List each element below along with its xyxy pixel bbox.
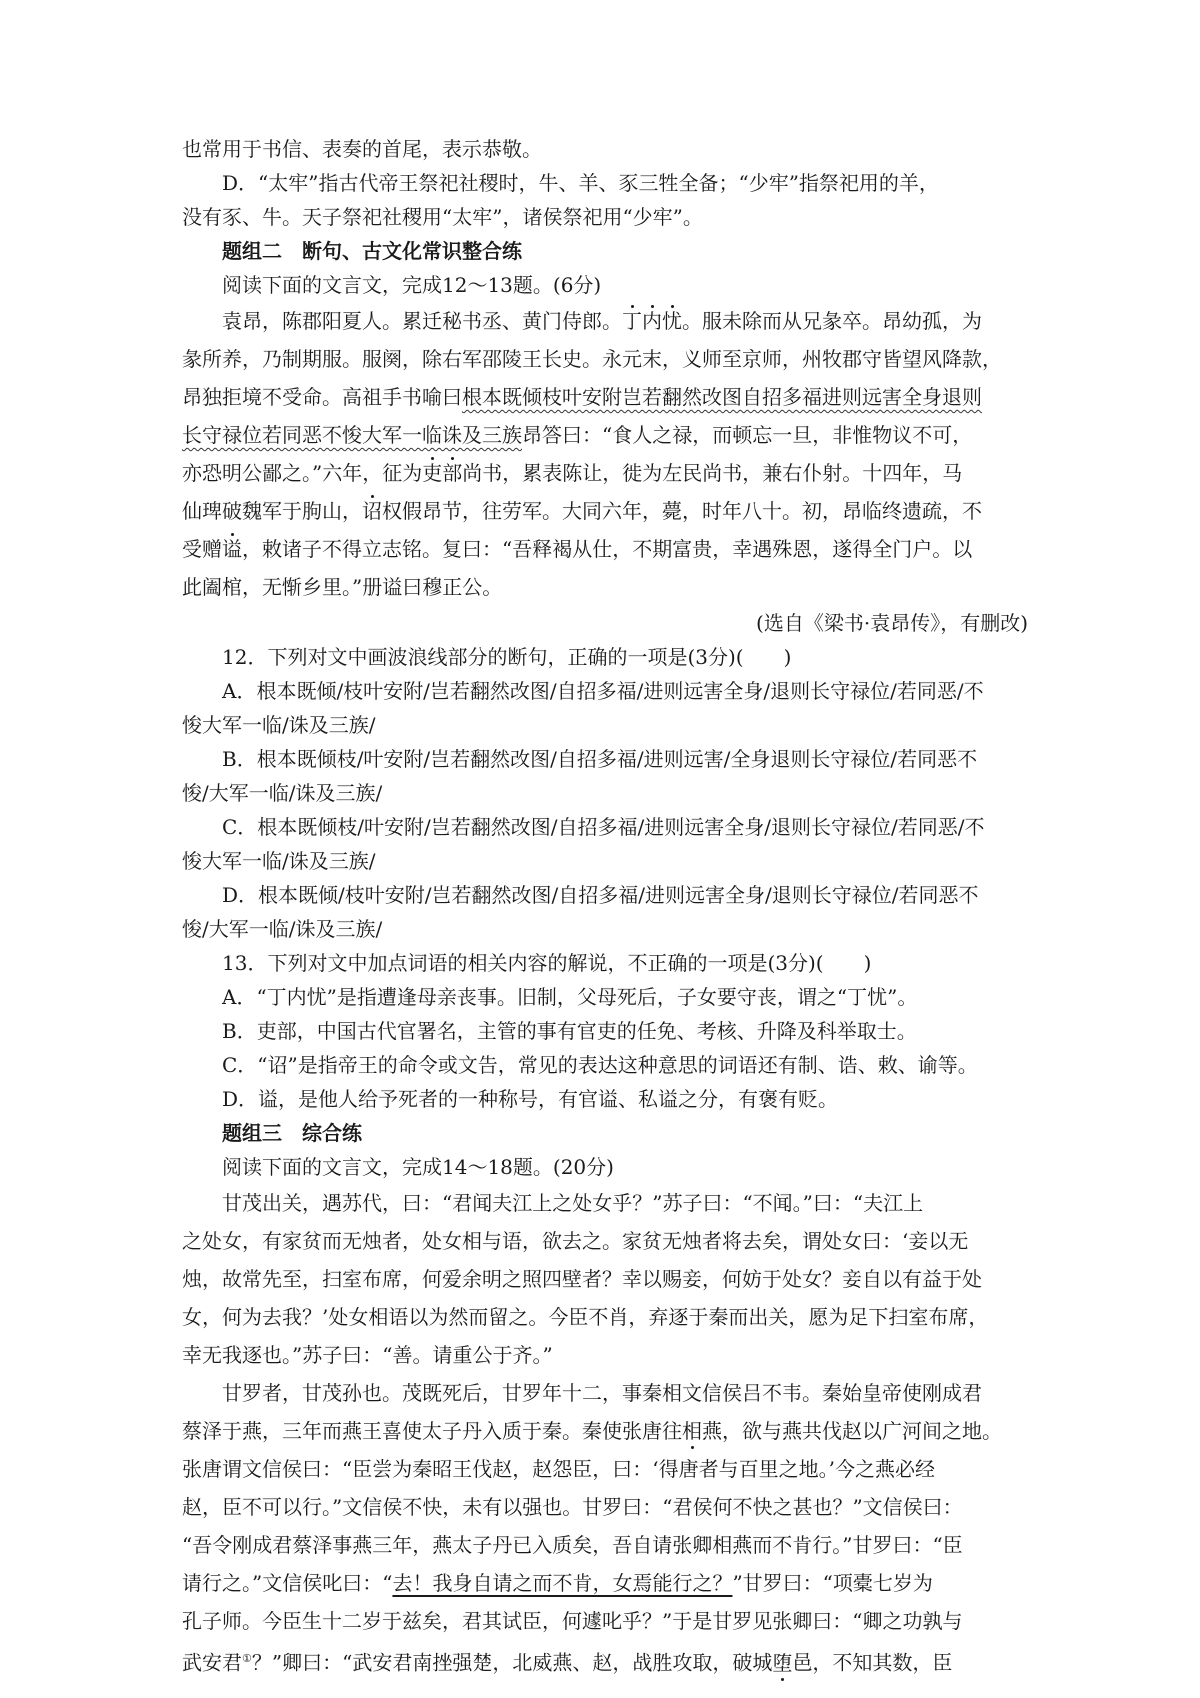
text-line: 受赠谥，敕诸子不得立志铭。复曰：“吾释褐从仕，不期富贵，幸遇殊恩，遂得全门户。以 <box>182 537 973 561</box>
emphasis-dot: 部 <box>442 461 463 485</box>
text-line: 长守禄位若同恶不悛大军一临诛及三族昂答曰：“食人之禄，而顿忘一旦，非惟物议不可， <box>182 423 973 447</box>
text-line: D．“太牢”指古代帝王祭祀社稷时，牛、羊、豕三牲全备；“少牢”指祭祀用的羊， <box>222 171 939 195</box>
option-d: D．根本既倾/枝叶安附/岂若翻然改图/自招多福/进则远害全身/退则长守禄位/若同恶不 <box>222 883 979 907</box>
text-line: 赵，臣不可以行。”文信侯不快，未有以强也。甘罗曰：“君侯何不快之甚也？”文信侯曰： <box>182 1495 963 1519</box>
text-line: 幸无我逐也。”苏子曰：“善。请重公于齐。” <box>182 1343 553 1367</box>
instruction: 阅读下面的文言文，完成12～13题。(6分) <box>222 273 602 297</box>
text-line: 没有豕、牛。天子祭祀社稷用“太牢”，诸侯祭祀用“少牢”。 <box>182 205 703 229</box>
footnote-marker: ① <box>242 1652 252 1665</box>
passage-gan-luo <box>182 1374 1028 1682</box>
option-a-cont: 悛大军一临/诛及三族/ <box>182 713 376 737</box>
section-heading: 题组二 断句、古文化常识整合练 <box>222 239 522 263</box>
text-line: 甘罗者，甘茂孙也。茂既死后，甘罗年十二，事秦相文信侯吕不韦。秦始皇帝使刚成君 <box>222 1381 982 1405</box>
text-line: 此阖棺，无惭乡里。”册谥曰穆正公。 <box>182 575 503 599</box>
text-line: 仙琕破魏军于朐山，诏权假昂节，往劳军。大同六年，薨，时年八十。初，昂临终遗疏，不 <box>182 499 982 523</box>
text-line: 也常用于书信、表奏的首尾，表示恭敬。 <box>182 137 542 161</box>
text-line: 甘茂出关，遇苏代，曰：“君闻夫江上之处女乎？”苏子曰：“不闻。”曰：“夫江上 <box>222 1191 924 1215</box>
option-b-cont: 悛/大军一临/诛及三族/ <box>182 781 383 805</box>
emphasis-dot: 丁 <box>622 309 642 333</box>
question-12 <box>182 640 1028 946</box>
emphasis-dot: 内 <box>642 309 662 333</box>
text-line: 亦恐明公鄙之。”六年，征为吏部尚书，累表陈让，徙为左民尚书，兼右仆射。十四年，马 <box>182 461 963 485</box>
text-line: 烛，故常先至，扫室布席，何爱余明之照四壁者？幸以赐妾，何妨于处女？妾自以有益于处 <box>182 1267 982 1291</box>
option-a: A．根本既倾/枝叶安附/岂若翻然改图/自招多福/进则远害全身/退则长守禄位/若同恶/不 <box>222 679 984 703</box>
text-line: 袁昂，陈郡阳夏人。累迁秘书丞、黄门侍郎。丁内忧。服未除而从兄彖卒。昂幼孤，为 <box>222 309 982 333</box>
text-line: “吾令刚成君蔡泽事燕三年，燕太子丹已入质矣，吾自请张卿相燕而不肯行。”甘罗曰：“臣 <box>182 1533 963 1557</box>
option-b: B．吏部，中国古代官署名，主管的事有官吏的任免、考核、升降及科举取士。 <box>222 1019 917 1043</box>
text-line: 请行之。”文信侯叱曰：“去！我身自请之而不肯，女焉能行之？”甘罗曰：“项橐七岁为 <box>182 1571 933 1595</box>
emphasis-dot: 诏 <box>362 499 382 523</box>
emphasis-dot: 吏 <box>422 461 443 485</box>
text-line: 蔡泽于燕，三年而燕王喜使太子丹入质于秦。秦使张唐往相燕，欲与燕共伐赵以广河间之地。 <box>182 1419 1002 1443</box>
passage-yuan-ang <box>182 302 1028 640</box>
question-stem: 13．下列对文中加点词语的相关内容的解说，不正确的一项是(3分)( ) <box>222 951 872 975</box>
option-b: B．根本既倾枝/叶安附/岂若翻然改图/自招多福/进则远害/全身退则长守禄位/若同恶不 <box>222 747 978 771</box>
option-c: C．根本既倾枝/叶安附/岂若翻然改图/自招多福/进则远害全身/退则长守禄位/若同恶/不 <box>222 815 985 839</box>
option-c: C．“诏”是指帝王的命令或文告，常见的表达这种意思的词语还有制、诰、敕、谕等。 <box>222 1053 978 1077</box>
section-heading: 题组三 综合练 <box>222 1121 362 1145</box>
text-line: 昂独拒境不受命。高祖手书喻曰根本既倾枝叶安附岂若翻然改图自招多福进则远害全身退则 <box>182 385 982 409</box>
wavy-underlined-text: 长守禄位若同恶不悛大军一临诛及三族 <box>182 423 522 447</box>
emphasis-dot: 堕 <box>772 1650 793 1675</box>
question-13 <box>182 946 1028 1116</box>
option-c-cont: 悛大军一临/诛及三族/ <box>182 849 376 873</box>
wavy-underlined-text: 根本既倾枝叶安附岂若翻然改图自招多福进则远害全身退则 <box>462 385 982 409</box>
instruction: 阅读下面的文言文，完成14～18题。(20分) <box>222 1155 614 1179</box>
emphasis-dot: 相 <box>682 1419 702 1443</box>
source-citation: (选自《梁书·袁昂传》，有删改) <box>756 611 1028 635</box>
emphasis-dot: 忧 <box>662 309 682 333</box>
text-line: 女，何为去我？’处女相语以为然而留之。今臣不肖，弃逐于秦而出关，愿为足下扫室布席， <box>182 1305 989 1329</box>
option-d: D．谥，是他人给予死者的一种称号，有官谥、私谥之分，有褒有贬。 <box>222 1087 839 1111</box>
passage-gan-mao <box>182 1184 1028 1374</box>
text-line: 之处女，有家贫而无烛者，处女相与语，欲去之。家贫无烛者将去矣，谓处女曰：‘妾以无 <box>182 1229 969 1253</box>
underlined-text: 去！我身自请之而不肯，女焉能行之？ <box>392 1571 733 1595</box>
text-line: 张唐谓文信侯曰：“臣尝为秦昭王伐赵，赵怨臣，曰：‘得唐者与百里之地。’今之燕必经 <box>182 1457 935 1481</box>
text-line: 孔子师。今臣生十二岁于兹矣，君其试臣，何遽叱乎？”于是甘罗见张卿曰：“卿之功孰与 <box>182 1609 963 1633</box>
emphasis-dot: 谥 <box>222 537 242 561</box>
text-line: 武安君①？”卿曰：“武安君南挫强楚，北威燕、赵，战胜攻取，破城堕邑，不知其数，臣 <box>182 1650 953 1675</box>
text-line: 彖所养，乃制期服。服阕，除右军邵陵王长史。永元末，义师至京师，州牧郡守皆望风降款， <box>182 347 1002 371</box>
option-a: A．“丁内忧”是指遭逢母亲丧事。旧制，父母死后，子女要守丧，谓之“丁忧”。 <box>222 985 918 1009</box>
question-stem: 12．下列对文中画波浪线部分的断句，正确的一项是(3分)( ) <box>222 645 792 669</box>
option-d-cont: 悛/大军一临/诛及三族/ <box>182 917 383 941</box>
